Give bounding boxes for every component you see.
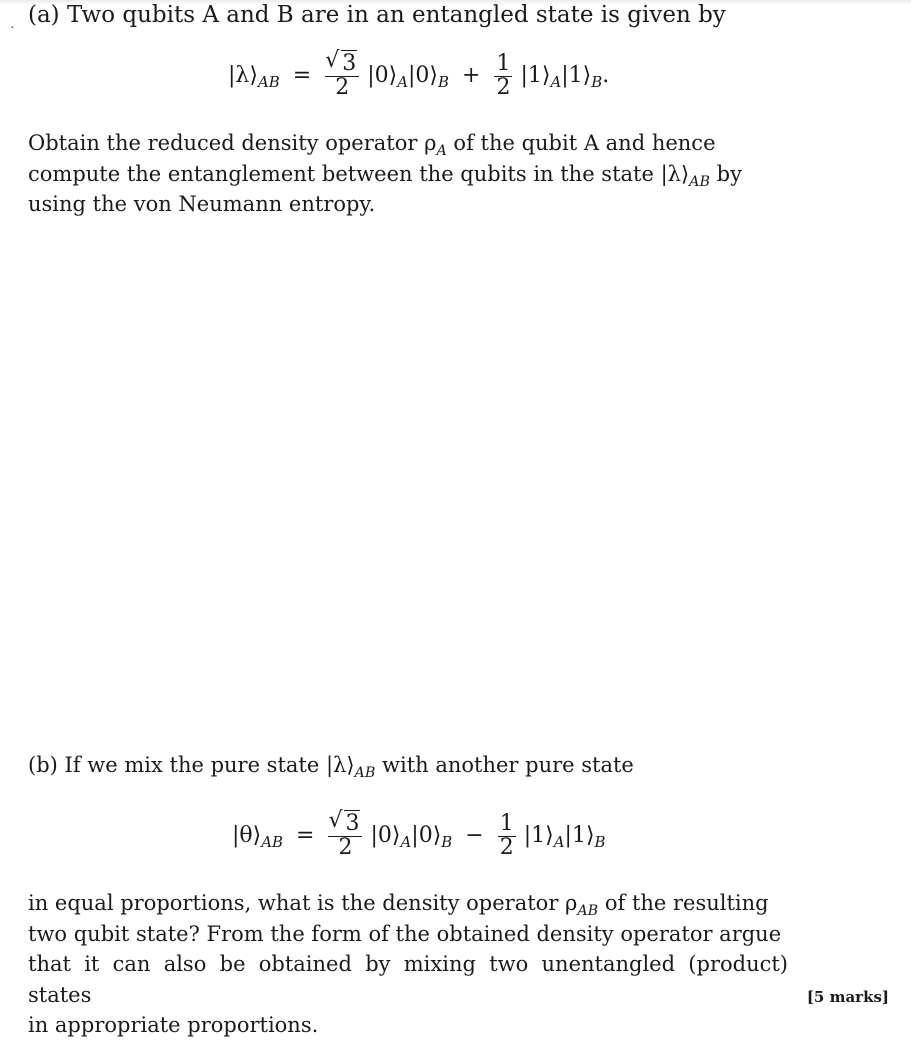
part-b-intro: (b) If we mix the pure state $|\lambda⟩_{AB}$ with another pure state xyxy=(28,753,634,781)
part-b-q-line2: two qubit state? From the form of the obtained density operator argue xyxy=(28,921,782,946)
part-b-q-line1: in equal proportions, what is the density operator $\rho_{AB}$ of the resulting xyxy=(28,891,769,919)
eq-b-coef1: √ $\frac{3}{2}$ xyxy=(328,812,362,859)
eq-b-operator: − xyxy=(465,822,484,848)
part-a-q-line3: using the von Neumann entropy. xyxy=(28,192,376,216)
eq-a-operator: + xyxy=(462,62,481,88)
eq-b-coef2: $\frac{1}{2}$ xyxy=(499,811,514,860)
eq-b-lhs: $|\theta⟩_{AB}$ xyxy=(232,822,284,851)
part-a-question xyxy=(28,128,788,220)
part-a-intro-text: Two qubits A and B are in an entangled state is given by xyxy=(66,2,726,28)
part-a-q-line1: Obtain the reduced density operator $\rho_A$ of the qubit A and hence xyxy=(28,131,716,159)
eq-a-term1: $|0⟩_A|0⟩_B$ xyxy=(367,62,449,91)
part-a-label: (a) xyxy=(28,2,60,28)
part-b-label: (b) xyxy=(28,753,58,777)
eq-b-term1: $|0⟩_A|0⟩_B$ xyxy=(370,822,453,851)
part-a-intro xyxy=(28,2,726,28)
part-b-q-line4: in appropriate proportions. xyxy=(28,1013,319,1037)
part-b-equation: $|\theta⟩_{AB}$ = √ $\frac{3}{2}$ $|0⟩_A|0⟩_B$ − $\frac{1}{2}$ $|1⟩_A|1⟩_B$ xyxy=(232,812,606,859)
eq-b-term2: $|1⟩_A|1⟩_B$ xyxy=(523,822,606,851)
part-b-q-line3: that it can also be obtained by mixing two unentangled (product) states xyxy=(28,952,788,1007)
part-a-q-line2: compute the entanglement between the qubits in the state $|\lambda⟩_{AB}$ by xyxy=(28,161,742,190)
part-b-intro-text: If we mix the pure state |λ⟩ xyxy=(64,753,355,777)
bullet-dot: . xyxy=(10,16,15,32)
eq-a-term2: $|1⟩_A|1⟩_B$. xyxy=(520,62,610,91)
eq-a-coef2: $\frac{1}{2}$ xyxy=(496,51,511,100)
part-a-equation: $|\lambda⟩_{AB}$ = √ $\frac{3}{2}$ $|0⟩_A|0⟩_B$ + $\frac{1}{2}$ $|1⟩_A|1⟩_B$. xyxy=(228,52,609,99)
marks-label: [5 marks] xyxy=(806,988,889,1006)
eq-a-coef1: √ $\frac{3}{2}$ xyxy=(325,52,359,99)
eq-a-lhs: $|\lambda⟩_{AB}$ xyxy=(228,62,280,91)
